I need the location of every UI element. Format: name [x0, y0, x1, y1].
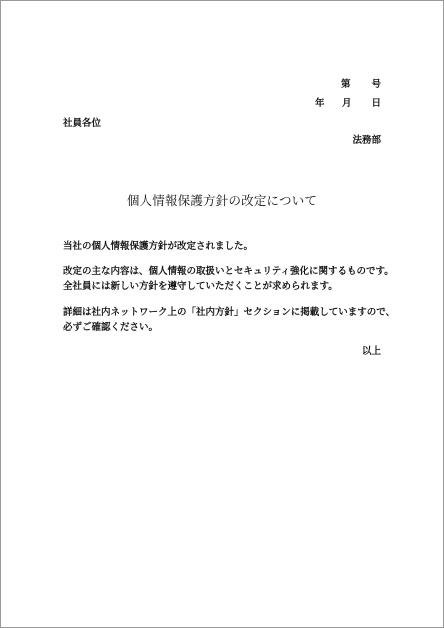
document-number-suffix: 号	[371, 79, 381, 90]
body-paragraph-1	[63, 239, 253, 254]
body-line: 全社員には新しい方針を遵守していただくことが求められます。	[63, 281, 338, 292]
body-paragraph-2	[63, 264, 394, 294]
body-line: 必ずご確認ください。	[63, 322, 159, 333]
closing-mark: 以上	[361, 346, 381, 357]
document-number-prefix: 第	[341, 79, 351, 90]
date-month: 月	[342, 98, 352, 109]
body-line: 詳細は社内ネットワーク上の「社内方針」セクションに掲載していますので、	[63, 307, 396, 318]
sender-department: 法務部	[352, 135, 381, 146]
body-line: 当社の個人情報保護方針が改定されました。	[63, 241, 254, 252]
document-title: 個人情報保護方針の改定について	[126, 193, 318, 208]
date-day: 日	[371, 98, 381, 109]
body-paragraph-3	[63, 305, 395, 335]
date-year: 年	[315, 98, 325, 109]
body-line: 改定の主な内容は、個人情報の取扱いとセキュリティ強化に関するものです。	[63, 266, 394, 277]
addressee: 社員各位	[63, 118, 102, 129]
